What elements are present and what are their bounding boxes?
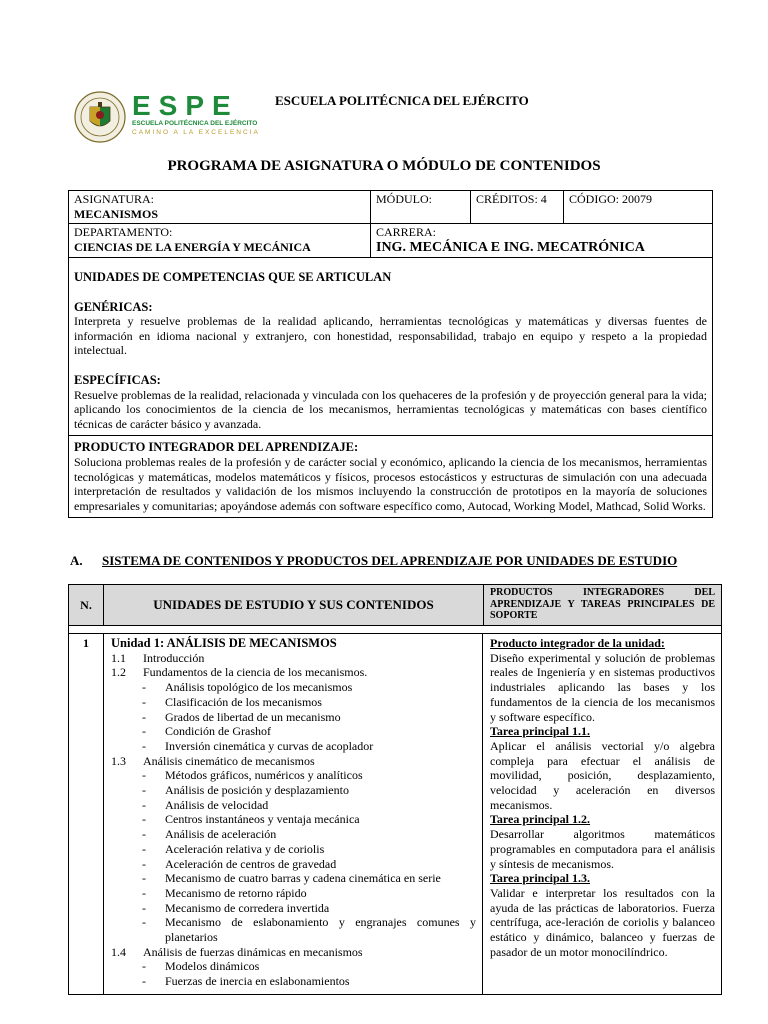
subtopic-label: Mecanismo de cuatro barras y cadena cinemática en serie [165, 871, 441, 886]
list-dash: - [142, 959, 146, 974]
topic-number: 1.4 [111, 944, 126, 959]
subtopic-item [111, 886, 476, 901]
list-dash: - [142, 797, 146, 812]
subtopic-label: Métodos gráficos, numéricos y analíticos [165, 768, 363, 783]
product-heading: Producto integrador de la unidad: [490, 636, 665, 650]
subtopic-item [111, 959, 476, 974]
producto-section [69, 436, 712, 517]
topic-item [111, 665, 476, 680]
subtopic-item [111, 974, 476, 989]
subtopic-label: Fuerzas de inercia en eslabonamientos [165, 974, 350, 989]
unit-title: Unidad 1: ANÁLISIS DE MECANISMOS [111, 636, 337, 650]
product-heading: Tarea principal 1.1. [490, 724, 591, 739]
info-row-asignatura [69, 191, 712, 224]
subtopic-label: Inversión cinemática y curvas de acoplador [165, 738, 374, 753]
units-column [104, 634, 483, 994]
list-dash: - [142, 709, 146, 724]
topic-label: Análisis cinemático de mecanismos [143, 753, 315, 768]
list-dash: - [142, 871, 146, 886]
subtopic-label: Aceleración relativa y de coriolis [165, 841, 325, 856]
list-dash: - [142, 783, 146, 798]
topic-item [111, 754, 476, 769]
subtopic-item [111, 724, 476, 739]
subtopic-label: Mecanismo de eslabonamiento y engranajes comunes y planetarios [165, 915, 476, 945]
subtopic-label: Grados de libertad de un mecanismo [165, 709, 341, 724]
topic-item [111, 651, 476, 666]
list-dash: - [142, 974, 146, 989]
asignatura-value: MECANISMOS [74, 207, 159, 221]
modulo-cell [371, 191, 471, 223]
topic-item [111, 945, 476, 960]
departamento-value: CIENCIAS DE LA ENERGÍA Y MECÁNICA [74, 240, 311, 254]
subtopic-label: Modelos dinámicos [165, 959, 260, 974]
product-text: Aplicar el análisis vectorial y/o algebra compleja para efectuar el análisis de movilidad, posición, desplazamiento, velocidad y aceleración en diversos mecanismos. [490, 738, 715, 812]
asignatura-label: ASIGNATURA: [74, 192, 155, 206]
header-spacer [69, 626, 721, 634]
info-row-departamento [69, 224, 712, 258]
subtopic-label: Mecanismo de retorno rápido [165, 885, 307, 900]
products-column [483, 634, 721, 994]
subtopic-label: Clasificación de los mecanismos [165, 694, 322, 709]
list-dash: - [142, 694, 146, 709]
subtopic-label: Análisis de velocidad [165, 797, 269, 812]
codigo-cell [564, 191, 712, 223]
competencias-section [69, 258, 712, 436]
section-a-title: SISTEMA DE CONTENIDOS Y PRODUCTOS DEL APRENDIZAJE POR UNIDADES DE ESTUDIO [102, 553, 678, 568]
topic-number: 1.1 [111, 650, 126, 665]
carrera-cell [371, 224, 712, 257]
creditos-cell [471, 191, 564, 223]
contents-table [68, 584, 722, 995]
page-title: PROGRAMA DE ASIGNATURA O MÓDULO DE CONTENIDOS [167, 158, 601, 174]
subtopic-item [111, 768, 476, 783]
subtopic-item [111, 857, 476, 872]
header-units: UNIDADES DE ESTUDIO Y SUS CONTENIDOS [104, 585, 484, 625]
list-dash: - [142, 812, 146, 827]
creditos-label: CRÉDITOS: 4 [476, 192, 547, 206]
genericas-heading: GENÉRICAS: [74, 299, 153, 314]
subtopic-item [111, 901, 476, 916]
logo-subtitle: ESCUELA POLITÉCNICA DEL EJÉRCITO [132, 120, 258, 127]
list-dash: - [142, 885, 146, 900]
section-a-letter: A. [70, 553, 83, 568]
list-dash: - [142, 724, 146, 739]
subtopic-item [111, 915, 476, 944]
subtopic-item [111, 710, 476, 725]
topic-label: Fundamentos de la ciencia de los mecanismos. [143, 665, 368, 680]
espe-logo [74, 90, 260, 143]
subtopic-item [111, 812, 476, 827]
header-products: PRODUCTOS INTEGRADORES DEL APRENDIZAJE Y TAREAS PRINCIPALES DE SOPORTE [490, 587, 715, 621]
header-n: N. [69, 585, 104, 625]
subtopic-item [111, 827, 476, 842]
departamento-cell [69, 224, 371, 257]
especificas-text: Resuelve problemas de la realidad, relacionada y vinculada con los quehaceres de la profesión y de proyección general para la vida; aplicando los conocimientos de la ciencia de los mecanismos, herramientas tecnológicas y matemáticas con bases científico técnicas de carácter básico y avanzada. [74, 387, 707, 431]
topic-label: Análisis de fuerzas dinámicas en mecanismos [143, 944, 363, 959]
subtopic-item [111, 871, 476, 886]
codigo-label: CÓDIGO: 20079 [569, 192, 652, 206]
subtopic-label: Aceleración de centros de gravedad [165, 856, 337, 871]
subtopic-label: Condición de Grashof [165, 724, 271, 739]
logo-tagline: CAMINO A LA EXCELENCIA [132, 129, 260, 136]
list-dash: - [142, 900, 146, 915]
subtopic-item [111, 798, 476, 813]
subtopic-label: Mecanismo de corredera invertida [165, 900, 330, 915]
carrera-label: CARRERA: [376, 225, 437, 239]
contents-table-header [69, 585, 721, 626]
topic-number: 1.3 [111, 753, 126, 768]
school-name: ESCUELA POLITÉCNICA DEL EJÉRCITO [275, 93, 529, 108]
subtopic-item [111, 695, 476, 710]
table-row [69, 634, 721, 994]
subtopic-label: Análisis topológico de los mecanismos [165, 680, 353, 695]
product-text: Desarrollar algoritmos matemáticos programables en computadora para el análisis y síntesis de mecanismos. [490, 827, 715, 871]
list-dash: - [142, 680, 146, 695]
subtopic-label: Análisis de aceleración [165, 827, 277, 842]
genericas-text: Interpreta y resuelve problemas de la realidad aplicando, herramientas tecnológicas y matemáticas y diversas fuentes de información en idioma nacional y extranjero, con honestidad, responsabilidad, trabajo en equipo y respeto a la propiedad intelectual. [74, 314, 707, 358]
subtopic-item [111, 680, 476, 695]
departamento-label: DEPARTAMENTO: [74, 225, 173, 239]
list-dash: - [142, 827, 146, 842]
list-dash: - [142, 768, 146, 783]
list-dash: - [142, 915, 146, 930]
topic-label: Introducción [143, 650, 205, 665]
topic-number: 1.2 [111, 665, 126, 680]
product-heading: Tarea principal 1.3. [490, 871, 591, 886]
course-info-table [68, 190, 713, 518]
product-heading: Tarea principal 1.2. [490, 812, 591, 827]
logo-brand-text: ESPE [132, 90, 239, 121]
modulo-label: MÓDULO: [376, 192, 432, 206]
subtopic-label: Centros instantáneos y ventaja mecánica [165, 812, 360, 827]
section-a-heading [70, 553, 677, 569]
asignatura-cell [69, 191, 371, 223]
product-text: Diseño experimental y solución de problemas reales de Ingeniería y en sistemas productivos industriales aplicando las bases y los fundamentos de la ciencia de los mecanismos y software específico. [490, 650, 715, 724]
especificas-heading: ESPECÍFICAS: [74, 372, 161, 387]
list-dash: - [142, 856, 146, 871]
subtopic-item [111, 783, 476, 798]
subtopic-item [111, 739, 476, 754]
producto-heading: PRODUCTO INTEGRADOR DEL APRENDIZAJE: [74, 440, 359, 455]
product-text: Validar e interpretar los resultados con la ayuda de las prácticas de laboratorios. Fuerza centrífuga, ace-leración de coriolis y balanceo estático y dinámico, balanceo y fuerzas de pasador de un motor monocilíndrico. [490, 885, 715, 959]
subtopic-label: Análisis de posición y desplazamiento [165, 783, 349, 798]
row-number: 1 [69, 634, 104, 994]
subtopic-item [111, 842, 476, 857]
university-seal-icon [74, 91, 126, 143]
list-dash: - [142, 841, 146, 856]
producto-text: Soluciona problemas reales de la profesión y de carácter social y económico, aplicando la ciencia de los mecanismos, herramientas tecnológicas y matemáticas, modelos matemáticos y físicos, procesos estocásticos y estructuras de simulación con una adecuada interpretación de resultados y validación de los mismos incluyendo la construcción de prototipos en la mayoría de soluciones empresariales y comunitarias; apoyándose además con software específico como, Autocad, Working Model, Mathcad, Solid Works. [74, 454, 707, 513]
carrera-value: ING. MECÁNICA E ING. MECATRÓNICA [376, 240, 645, 255]
list-dash: - [142, 738, 146, 753]
competencias-heading: UNIDADES DE COMPETENCIAS QUE SE ARTICULAN [74, 270, 392, 284]
